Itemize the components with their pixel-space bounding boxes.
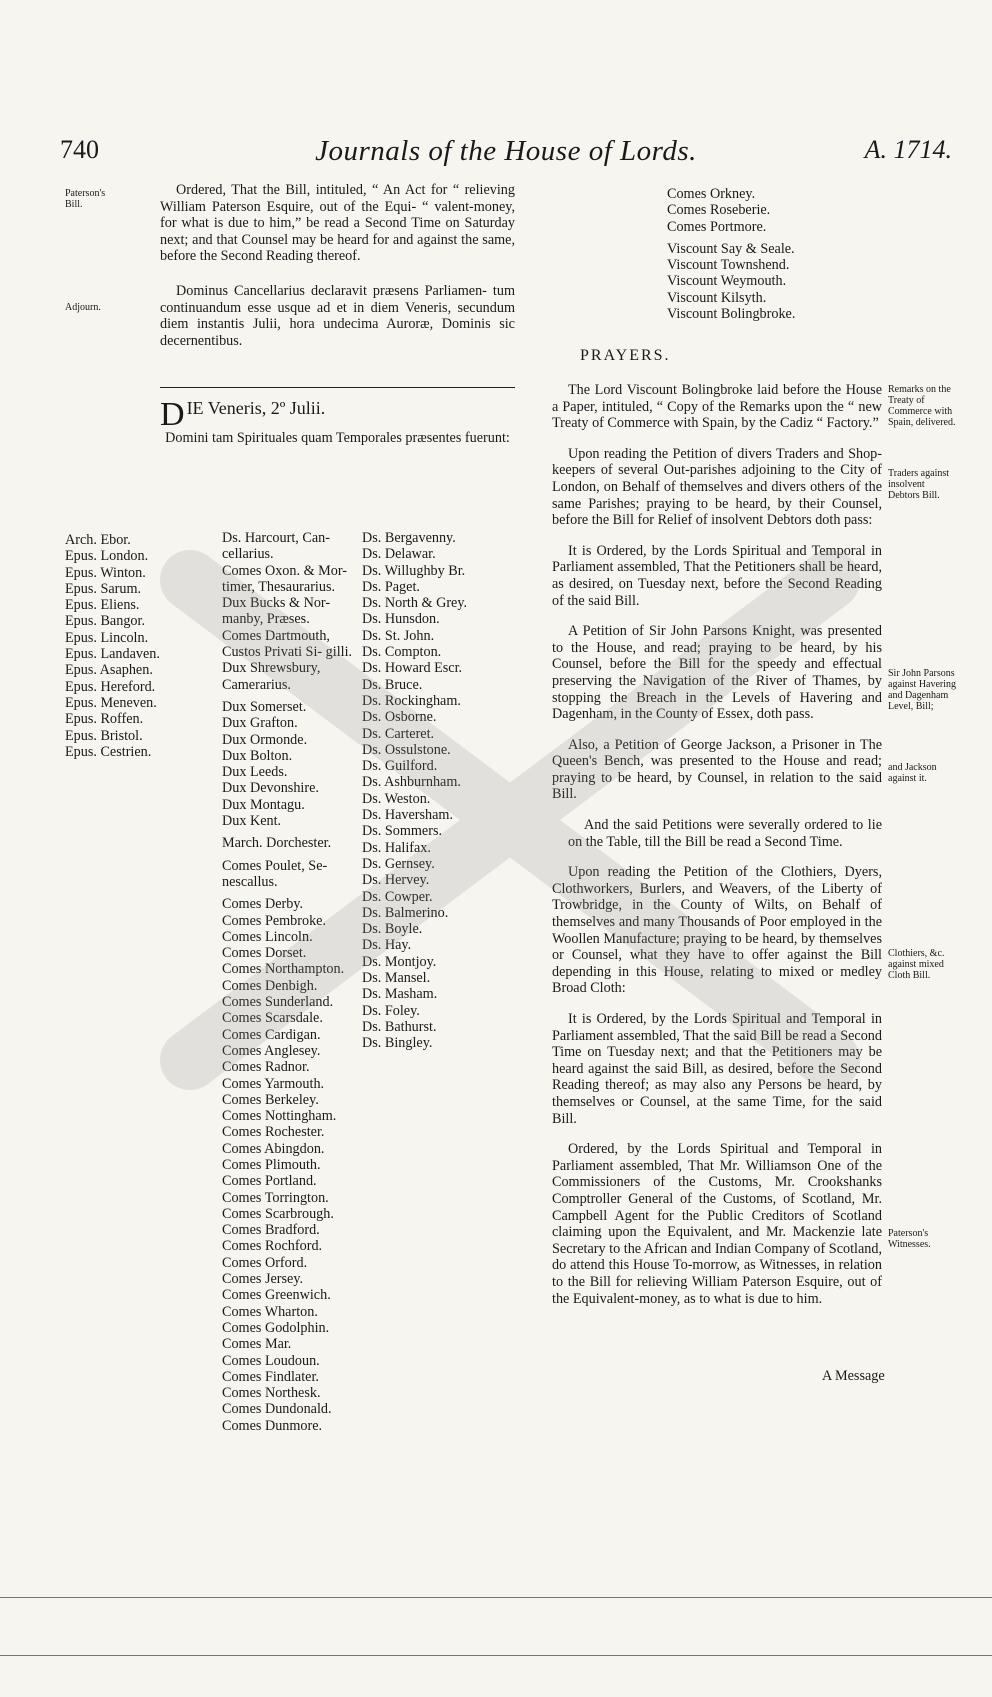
list-item: Ds. Haversham. [362, 807, 454, 824]
list-item: Comes Cardigan. [222, 1026, 321, 1043]
list-item: Ds. Balmerino. [362, 904, 449, 921]
list-item: Epus. London. [65, 548, 149, 565]
list-item: Ds. Gernsey. [362, 855, 435, 872]
paragraph-remarks: The Lord Viscount Bolingbroke laid before the House a Paper, intituled, “ Copy of the Remarks upon the “ new Treaty of Commerce with Spain, by the Cadiz “ Factory.” [552, 382, 882, 432]
list-item: Ds. Hunsdon. [362, 611, 440, 628]
page-bottom-rule-2 [0, 1655, 992, 1656]
list-item: Comes Roseberie. [667, 202, 771, 219]
list-item: Comes Portmore. [667, 218, 767, 235]
margin-note-parsons: Sir John Parsons against Havering and Dagenham Level, Bill; [888, 668, 957, 712]
list-item: Ds. North & Grey. [362, 595, 468, 612]
list-item: Ds. Ashburnham. [362, 774, 461, 791]
day-heading-text: IE Veneris, 2º Julii. [186, 398, 326, 418]
list-item: Comes Loudoun. [222, 1352, 320, 1369]
margin-note-jackson: and Jackson against it. [888, 762, 937, 784]
list-item: Viscount Say & Seale. [667, 240, 795, 257]
list-item: March. Dorchester. [222, 835, 332, 852]
list-item: Epus. Asaphen. [65, 662, 153, 679]
list-item: Comes Northesk. [222, 1385, 321, 1402]
section-rule [160, 387, 515, 388]
officer-item: Ds. Harcourt, Can- cellarius. [222, 530, 330, 563]
list-item: Ds. Hay. [362, 937, 412, 954]
running-title: Journals of the House of Lords. [315, 135, 697, 167]
list-item: Ds. Masham. [362, 986, 438, 1003]
list-item: Viscount Kilsyth. [667, 289, 767, 306]
list-item: Comes Wharton. [222, 1303, 318, 1320]
list-item: Epus. Lincoln. [65, 629, 149, 646]
list-item: Ds. Compton. [362, 644, 442, 661]
margin-note-paterson-bill: Paterson's Bill. [65, 188, 106, 210]
day-heading-block [160, 396, 515, 447]
list-item: Comes Yarmouth. [222, 1075, 325, 1092]
list-item: Comes Lincoln. [222, 928, 313, 945]
officer-item: Dux Bucks & Nor- manby, Præses. [222, 595, 331, 628]
list-item: Ds. Guilford. [362, 758, 438, 775]
list-item: Ds. Sommers. [362, 823, 443, 840]
list-item: Ds. Rockingham. [362, 692, 461, 709]
bishops-list [65, 532, 165, 760]
margin-note-clothiers: Clothiers, &c. against mixed Cloth Bill. [888, 948, 945, 981]
paragraph-clothiers: Upon reading the Petition of the Clothiers, Dyers, Clothworkers, Burlers, and Weavers, of the Liberty of Trowbridge, in the County of Wilts, on Behalf of themselves and many Thousands of Poor employed in the Woollen Manufacture; praying to be heard, by themselves or Counsel, what they have to offer against the Bill depending in this House, relating to mixed or medley Broad Cloth: [552, 864, 882, 997]
list-item: Comes Denbigh. [222, 977, 318, 994]
day-heading [160, 396, 515, 433]
order-paterson-bill: Ordered, That the Bill, intituled, “ An Act for “ relieving William Paterson Esquire, out of the Equi- “ valent-money, for what is due to him,” be read a Second Time on Saturday next; and that Counsel may be heard for and against the same, before the Second Reading thereof. [160, 182, 515, 265]
list-item: Comes Dundonald. [222, 1401, 332, 1418]
list-item: Epus. Landaven. [65, 646, 160, 663]
list-item: Ds. Halifax. [362, 839, 431, 856]
list-item: Comes Derby. [222, 896, 304, 913]
paragraph-witnesses: Ordered, by the Lords Spiritual and Temporal in Parliament assembled, That Mr. Williamson One of the Commissioners of the Customs, Mr. Crookshanks Comptroller General of the Customs, of Scotland, Mr. Campbell Agent for the Public Creditors of Scotland claiming upon the Equivalent, and Mr. Mackenzie late Secretary to the African and Indian Company of Scotland, do attend this House To-morrow, as Witnesses, in relation to the Bill for relieving William Paterson Esquire, out of the Equivalent-money, as to what is due to him. [552, 1141, 882, 1307]
list-item: Comes Dorset. [222, 945, 307, 962]
list-item: Comes Bradford. [222, 1222, 320, 1239]
paragraph-parsons: A Petition of Sir John Parsons Knight, was presented to the House, and read; praying to be heard, by his Counsel, before the Bill for the speedy and effectual preserving the Navigation of the River of Thames, by stopping the Breach in the Levels of Havering and Dagenham, in the County of Essex, doth pass. [552, 623, 882, 723]
list-item: Ds. Bingley. [362, 1035, 433, 1052]
list-item: Ds. Foley. [362, 1002, 420, 1019]
margin-note-adjourn: Adjourn. [65, 302, 101, 313]
margin-note-witnesses: Paterson's Witnesses. [888, 1228, 931, 1250]
list-item: Comes Findlater. [222, 1368, 319, 1385]
list-item: Comes Sunderland. [222, 994, 334, 1011]
list-item: Comes Torrington. [222, 1189, 329, 1206]
list-item: Comes Jersey. [222, 1271, 304, 1288]
list-item: Epus. Winton. [65, 564, 146, 581]
list-item: Comes Anglesey. [222, 1042, 321, 1059]
list-item: Comes Scarsdale. [222, 1010, 323, 1027]
list-item: Dux Bolton. [222, 747, 293, 764]
list-item: Dux Kent. [222, 813, 282, 830]
list-item: Comes Pembroke. [222, 912, 327, 929]
right-column [552, 382, 882, 1321]
list-item: Ds. Weston. [362, 790, 431, 807]
page-number: 740 [60, 135, 99, 164]
list-item: Epus. Cestrien. [65, 743, 152, 760]
catchword: A Message [822, 1368, 885, 1384]
list-item: Ds. Bergavenny. [362, 530, 456, 546]
paragraph-order-clothiers: It is Ordered, by the Lords Spiritual and Temporal in Parliament assembled, That the said Bill be read a Second Time on Tuesday next; and that the Petitioners may be heard against the said Bill, as desired, before the Second Reading thereof; as may also any Persons be heard, by themselves or Counsel, at the same Time, for the said Bill. [552, 1011, 882, 1127]
list-item: Dux Devonshire. [222, 780, 319, 797]
list-item: Comes Scarbrough. [222, 1205, 334, 1222]
list-item: Comes Rochford. [222, 1238, 323, 1255]
list-item: Dux Ormonde. [222, 731, 308, 748]
list-item: Ds. Montjoy. [362, 953, 437, 970]
list-item: Viscount Bolingbroke. [667, 306, 796, 323]
list-item: Comes Orkney. [667, 186, 756, 202]
page-bottom-rule [0, 1597, 992, 1598]
margin-note-traders: Traders against insolvent Debtors Bill. [888, 468, 950, 501]
officer-item: Dux Shrewsbury, Camerarius. [222, 660, 321, 693]
paragraph-petitions-table: And the said Petitions were severally ordered to lie on the Table, till the Bill be read a Second Time. [568, 817, 882, 850]
list-item: Ds. Mansel. [362, 970, 431, 987]
list-item: Ds. Cowper. [362, 888, 433, 905]
list-item: Comes Abingdon. [222, 1140, 325, 1157]
list-item: Ds. Delawar. [362, 546, 436, 563]
list-item: Ds. Osborne. [362, 709, 437, 726]
list-item: Ds. Willughby Br. [362, 562, 466, 579]
list-item: Comes Godolphin. [222, 1319, 330, 1336]
list-item: Epus. Roffen. [65, 711, 144, 728]
list-item: Ds. Howard Escr. [362, 660, 463, 677]
page-year: A. 1714. [864, 135, 952, 164]
list-item: Dux Somerset. [222, 698, 307, 715]
paragraph-traders: Upon reading the Petition of divers Traders and Shop-keepers of several Out-parishes adjoining to the City of London, on Behalf of themselves and divers others of the same Parishes; praying to be heard, by their Counsel, before the Bill for Relief of insolvent Debtors doth pass: [552, 445, 882, 529]
paragraph-order-traders: It is Ordered, by the Lords Spiritual and Temporal in Parliament assembled, That the Petitioners shall be heard, as desired, on Tuesday next, before the Second Reading of the said Bill. [552, 542, 882, 609]
present-heading: Domini tam Spirituales quam Temporales præsentes fuerunt: [165, 430, 510, 446]
page-header [60, 135, 952, 175]
list-item: Ds. Carteret. [362, 725, 435, 742]
list-item: Dux Montagu. [222, 796, 305, 813]
barons-list [362, 530, 512, 1052]
list-item: Comes Plimouth. [222, 1156, 321, 1173]
list-item: Viscount Townshend. [667, 257, 790, 274]
list-item: Ds. Bathurst. [362, 1018, 437, 1035]
list-item: Comes Nottingham. [222, 1108, 337, 1125]
list-item: Arch. Ebor. [65, 532, 131, 548]
list-item: Comes Poulet, Se- nescallus. [222, 857, 328, 890]
left-column [160, 182, 515, 363]
dropcap-letter: D [160, 396, 185, 433]
officer-item: Comes Oxon. & Mor- timer, Thesaurarius. [222, 562, 348, 595]
temporal-lords-list [222, 530, 362, 1434]
list-item: Ds. St. John. [362, 627, 435, 644]
adjournment-text: Dominus Cancellarius declaravit præsens Parliamen- tum continuandum esse usque ad et in diem Veneris, secundum diem instantis Julii, hora undecima Auroræ, Dominis sic decernentibus. [160, 282, 515, 349]
margin-note-remarks: Remarks on the Treaty of Commerce with Spain, delivered. [888, 384, 956, 428]
list-item: Epus. Hereford. [65, 678, 156, 695]
list-item: Comes Northampton. [222, 961, 345, 978]
list-item: Ds. Hervey. [362, 872, 430, 889]
list-item: Dux Leeds. [222, 764, 288, 781]
right-lords-list [667, 186, 867, 322]
list-item: Epus. Sarum. [65, 580, 142, 597]
list-item: Ds. Ossulstone. [362, 741, 451, 758]
list-item: Comes Radnor. [222, 1059, 310, 1076]
list-item: Dux Grafton. [222, 715, 298, 732]
list-item: Epus. Eliens. [65, 597, 140, 614]
list-item: Epus. Bristol. [65, 727, 143, 744]
list-item: Comes Dunmore. [222, 1417, 323, 1434]
list-item: Ds. Paget. [362, 578, 420, 595]
paragraph-jackson: Also, a Petition of George Jackson, a Prisoner in The Queen's Bench, was presented to the House and read; praying to be heard, by Counsel, in relation to the said Bill. [552, 736, 882, 803]
officer-item: Comes Dartmouth, Custos Privati Si- gilli. [222, 627, 353, 661]
list-item: Ds. Bruce. [362, 676, 423, 693]
list-item: Comes Greenwich. [222, 1287, 331, 1304]
list-item: Epus. Meneven. [65, 694, 157, 711]
list-item: Comes Berkeley. [222, 1091, 319, 1108]
list-item: Viscount Weymouth. [667, 273, 787, 290]
list-item: Comes Orford. [222, 1254, 308, 1271]
list-item: Comes Mar. [222, 1336, 292, 1353]
list-item: Ds. Boyle. [362, 921, 423, 938]
list-item: Comes Rochester. [222, 1124, 325, 1141]
prayers-heading: PRAYERS. [580, 347, 671, 364]
list-item: Comes Portland. [222, 1173, 317, 1190]
list-item: Epus. Bangor. [65, 613, 145, 630]
